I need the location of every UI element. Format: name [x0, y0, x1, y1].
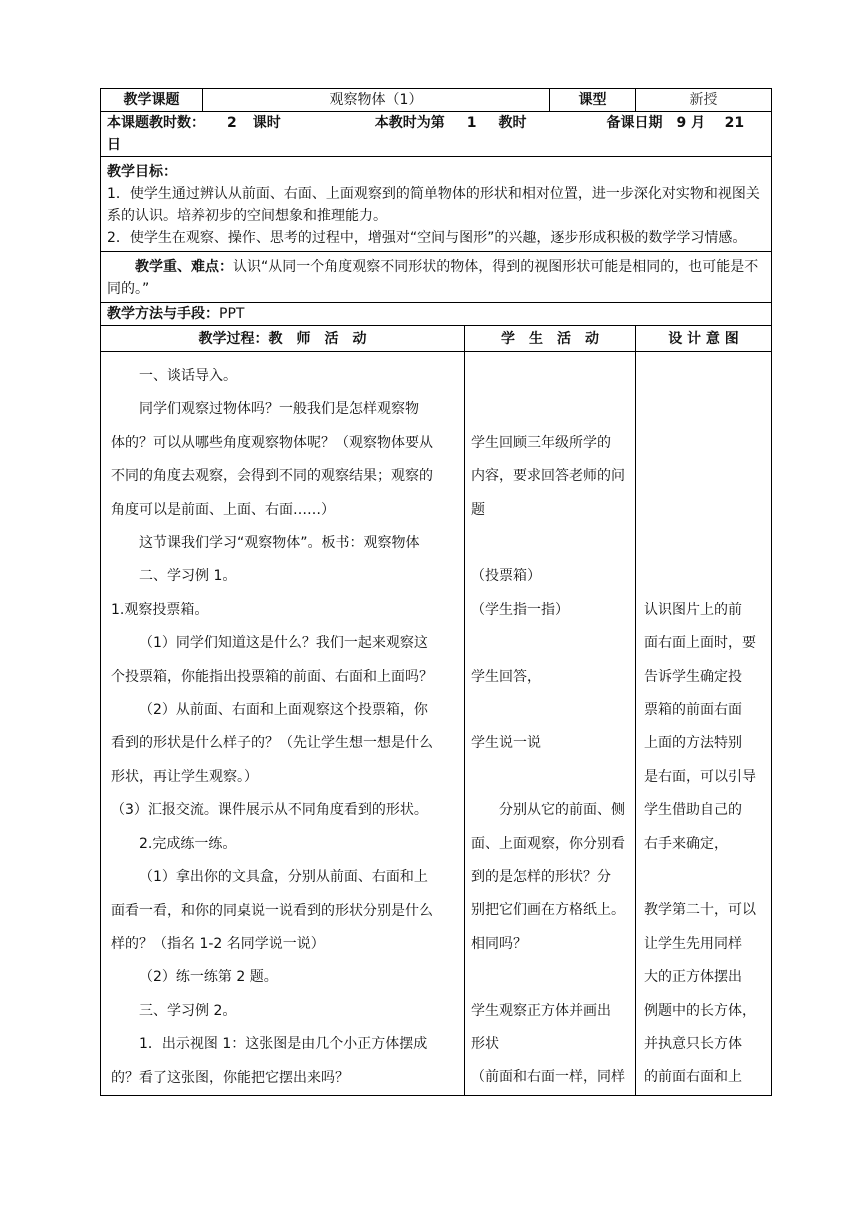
design-line: 告诉学生确定投: [644, 668, 742, 685]
design-line: 上面的方法特别: [644, 735, 742, 752]
total-hours-label: 本课题教时数：: [107, 115, 205, 131]
type-label: 课型: [550, 89, 636, 112]
design-line: 例题中的长方体，: [644, 1002, 756, 1019]
teacher-line: 体的？可以从哪些角度观察物体呢？（观察物体要从: [111, 434, 433, 451]
process-header-row: [101, 326, 772, 352]
teacher-line: 三、学习例 2。: [139, 1002, 237, 1019]
design-line: 让学生先用同样: [644, 935, 742, 952]
design-line: 学生借助自己的: [644, 802, 742, 819]
goal-item-1: 1．使学生通过辨认从前面、右面、上面观察到的简单物体的形状和相对位置，进一步深化对实物和视图关系的认识。培养初步的空间想象和推理能力。: [107, 186, 760, 224]
key-points-label: 教学重、难点：: [135, 259, 233, 275]
teacher-line: 同学们观察过物体吗？一般我们是怎样观察物: [139, 401, 419, 418]
teacher-line: 1．出示视图 1：这张图是由几个小正方体摆成: [139, 1036, 428, 1053]
student-line: 别把它们画在方格纸上。: [471, 902, 625, 919]
this-lesson-unit: 教时: [498, 115, 527, 131]
topic-label: 教学课题: [101, 89, 203, 112]
student-line: 相同吗？: [471, 935, 527, 952]
type-value: 新授: [636, 89, 772, 112]
teacher-line: （2）从前面、右面和上面观察这个投票箱，你: [139, 702, 428, 719]
teacher-line: 个投票箱，你能指出投票箱的前面、右面和上面吗？: [111, 668, 433, 685]
student-line: 面、上面观察，你分别看: [471, 835, 625, 852]
hours-unit: 课时: [252, 115, 281, 131]
this-lesson-label: 本教时为第: [374, 115, 445, 131]
topic-value: 观察物体（1）: [203, 89, 550, 112]
teacher-line: 面看一看，和你的同桌说一说看到的形状分别是什么: [111, 902, 433, 919]
student-activity-header: 学 生 活 动: [465, 326, 636, 352]
info-row: [101, 112, 772, 157]
design-line: 票箱的前面右面: [644, 701, 742, 718]
design-line: 教学第二十，可以: [644, 902, 756, 919]
teacher-line: 形状，再让学生观察。）: [111, 768, 258, 785]
key-points-row: [101, 252, 772, 303]
student-line: （前面和右面一样，同样: [471, 1069, 625, 1086]
goals-row: [101, 157, 772, 252]
design-line: 面右面上面时，要: [644, 635, 756, 652]
design-line: 大的正方体摆出: [644, 969, 742, 986]
teacher-line: （3）汇报交流。课件展示从不同角度看到的形状。: [111, 802, 428, 819]
design-intent-cell: [636, 352, 772, 1096]
design-line: 是右面，可以引导: [644, 768, 756, 785]
teacher-line: 不同的角度去观察，会得到不同的观察结果；观察的: [111, 468, 433, 485]
student-line: 学生说一说: [471, 735, 541, 752]
student-line: （学生指一指）: [471, 601, 569, 618]
student-line: 学生回答，: [471, 668, 541, 685]
student-line: 学生观察正方体并画出: [471, 1002, 611, 1019]
method-label: 教学方法与手段：: [107, 306, 219, 322]
method-row: [101, 303, 772, 326]
student-line: 分别从它的前面、侧: [499, 802, 625, 819]
teacher-line: 样的？（指名 1-2 名同学说一说）: [111, 935, 325, 952]
design-line: 认识图片上的前: [644, 601, 742, 618]
student-line: 到的是怎样的形状？分: [471, 869, 611, 885]
teacher-line: 1.观察投票箱。: [111, 601, 209, 618]
teacher-line: 二、学习例 1。: [139, 568, 237, 585]
goal-item-2: 2．使学生在观察、操作、思考的过程中，增强对“空间与图形”的兴趣，逐步形成积极的数学学习情感。: [107, 230, 747, 246]
this-lesson-value: 1: [466, 115, 477, 131]
design-intent-header: 设 计 意 图: [636, 326, 772, 352]
process-body-row: [101, 352, 772, 1096]
teacher-line: 看到的形状是什么样子的？（先让学生想一想是什么: [111, 735, 433, 752]
student-line: 内容，要求回答老师的问: [471, 468, 625, 485]
method-value: PPT: [219, 306, 245, 322]
teacher-activity-cell: [101, 352, 465, 1096]
teacher-line: 角度可以是前面、上面、右面……）: [111, 501, 335, 518]
student-line: 题: [471, 501, 485, 518]
header-row: [101, 89, 772, 112]
teacher-line: 一、谈话导入。: [139, 368, 237, 384]
lesson-plan-document: [100, 88, 771, 1098]
teacher-line: （1）同学们知道这是什么？我们一起来观察这: [139, 635, 428, 652]
teacher-line: 这节课我们学习“观察物体”。板书：观察物体: [139, 535, 420, 552]
date-label: 备课日期: [606, 115, 663, 131]
date-value: 9 月 21: [676, 115, 745, 131]
student-line: 学生回顾三年级所学的: [471, 434, 611, 451]
design-line: 右手来确定，: [644, 835, 728, 852]
date-value-cont: 日: [107, 137, 121, 153]
student-activity-cell: [465, 352, 636, 1096]
teacher-line: （2）练一练第 2 题。: [139, 969, 278, 986]
design-line: 的前面右面和上: [644, 1069, 742, 1086]
teacher-line: （1）拿出你的文具盒，分别从前面、右面和上: [139, 869, 428, 886]
teacher-line: 2.完成练一练。: [139, 835, 237, 852]
teacher-activity-header: 教学过程：教 师 活 动: [101, 326, 465, 352]
goals-title: 教学目标：: [107, 164, 177, 180]
teacher-line: 的？看了这张图，你能把它摆出来吗？: [111, 1069, 349, 1086]
lesson-plan-table: [100, 88, 772, 1096]
design-line: 并执意只长方体: [644, 1036, 742, 1052]
student-line: （投票箱）: [471, 568, 541, 585]
student-line: 形状: [471, 1036, 499, 1053]
total-hours-value: 2: [227, 115, 237, 131]
key-points-text: 认识“从同一个角度观察不同形状的物体，得到的视图形状可能是相同的，也可能是不同的。”: [107, 259, 759, 297]
